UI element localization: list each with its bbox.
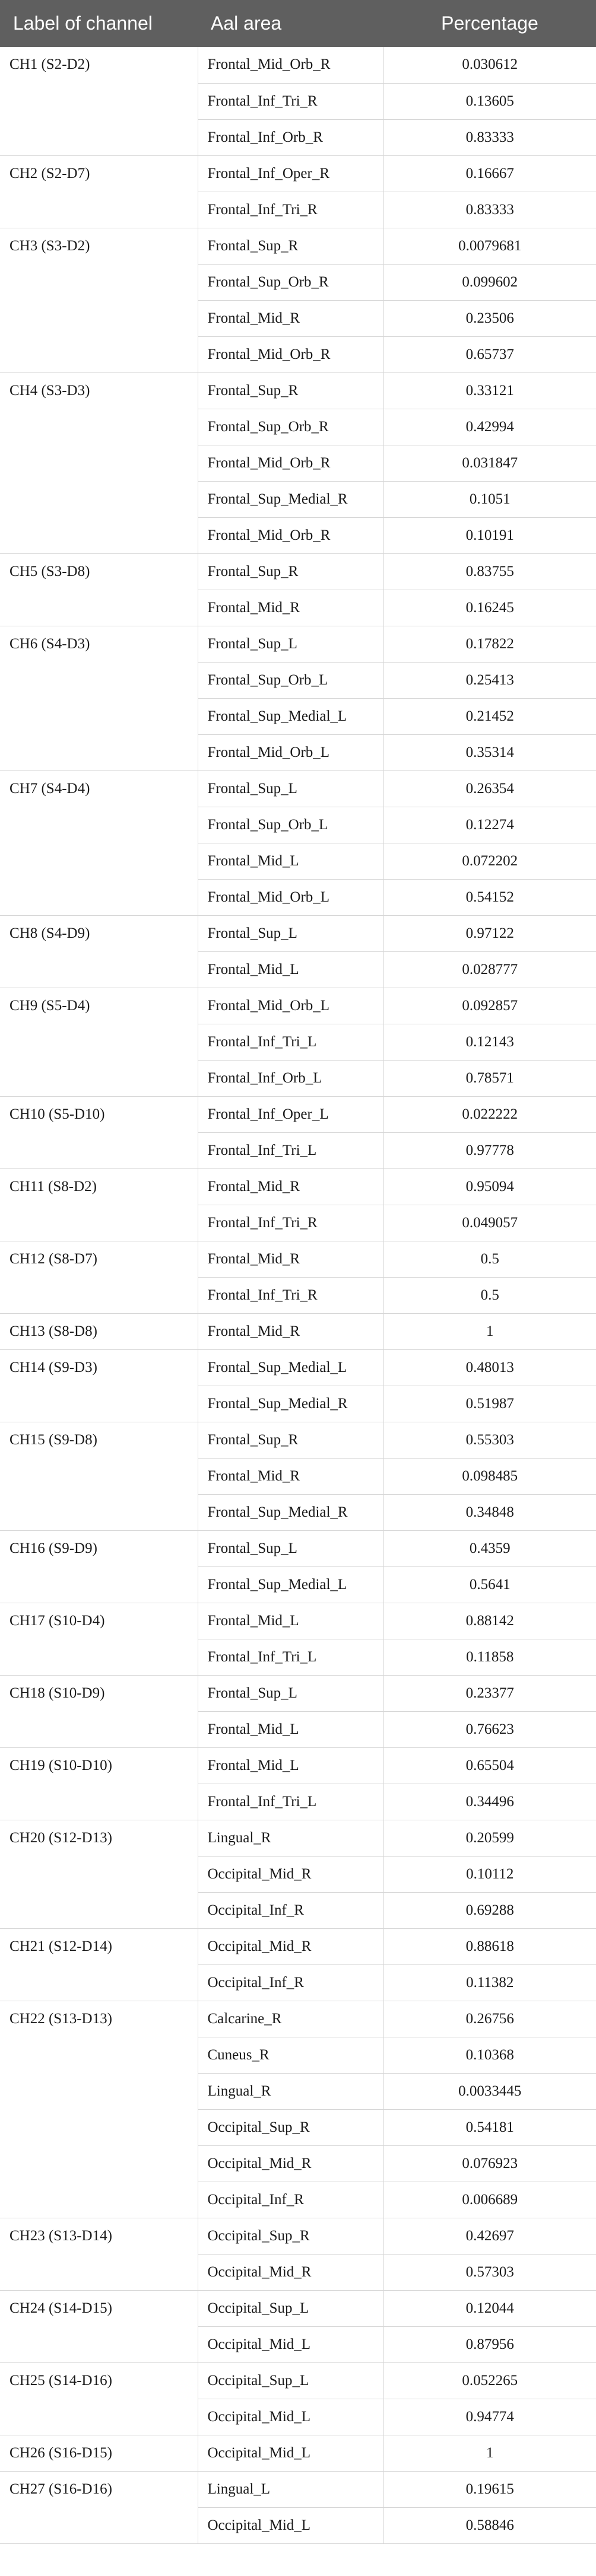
percentage-cell: 0.13605 [383, 83, 596, 119]
percentage-cell: 0.19615 [383, 2471, 596, 2507]
aal-area-cell: Occipital_Mid_R [198, 2254, 383, 2290]
aal-area-cell: Frontal_Inf_Tri_R [198, 1277, 383, 1313]
aal-area-cell: Occipital_Inf_R [198, 1964, 383, 2001]
table-row [0, 1422, 596, 1458]
table-row [0, 626, 596, 662]
channel-label: CH11 (S8-D2) [0, 1168, 198, 1241]
percentage-cell: 0.16667 [383, 155, 596, 192]
channel-label: CH26 (S16-D15) [0, 2435, 198, 2471]
aal-area-cell: Frontal_Inf_Tri_L [198, 1024, 383, 1060]
table-row [0, 553, 596, 590]
percentage-cell: 0.1051 [383, 481, 596, 517]
table-header [0, 0, 596, 47]
aal-area-cell: Frontal_Mid_R [198, 1313, 383, 1349]
percentage-cell: 0.55303 [383, 1422, 596, 1458]
percentage-cell: 0.83333 [383, 192, 596, 228]
channel-label: CH9 (S5-D4) [0, 988, 198, 1096]
percentage-cell: 0.5 [383, 1277, 596, 1313]
percentage-cell: 0.17822 [383, 626, 596, 662]
percentage-cell: 0.48013 [383, 1349, 596, 1386]
channel-label: CH23 (S13-D14) [0, 2218, 198, 2290]
percentage-cell: 0.65737 [383, 336, 596, 372]
percentage-cell: 0.76623 [383, 1711, 596, 1747]
table-row [0, 2001, 596, 2037]
aal-area-cell: Frontal_Inf_Tri_L [198, 1784, 383, 1820]
aal-area-cell: Frontal_Sup_Medial_R [198, 481, 383, 517]
aal-area-cell: Frontal_Inf_Orb_R [198, 119, 383, 155]
channel-label: CH25 (S14-D16) [0, 2362, 198, 2435]
aal-area-cell: Frontal_Sup_Orb_L [198, 662, 383, 698]
aal-area-cell: Frontal_Sup_Medial_L [198, 1566, 383, 1603]
aal-area-cell: Frontal_Sup_Medial_R [198, 1494, 383, 1530]
percentage-cell: 0.23377 [383, 1675, 596, 1711]
aal-area-cell: Frontal_Sup_Medial_L [198, 698, 383, 734]
aal-area-cell: Cuneus_R [198, 2037, 383, 2073]
table-row [0, 228, 596, 264]
header-area: Aal area [211, 12, 282, 34]
table-row [0, 47, 596, 83]
table-row [0, 1675, 596, 1711]
percentage-cell: 0.94774 [383, 2399, 596, 2435]
aal-area-cell: Frontal_Mid_Orb_R [198, 47, 383, 83]
table-row [0, 1096, 596, 1132]
aal-area-cell: Frontal_Mid_Orb_L [198, 879, 383, 915]
percentage-cell: 0.26756 [383, 2001, 596, 2037]
channel-label: CH8 (S4-D9) [0, 915, 198, 988]
percentage-cell: 0.030612 [383, 47, 596, 83]
table-row [0, 1241, 596, 1277]
aal-area-cell: Frontal_Sup_Orb_L [198, 807, 383, 843]
percentage-cell: 0.25413 [383, 662, 596, 698]
percentage-cell: 0.022222 [383, 1096, 596, 1132]
channel-label: CH3 (S3-D2) [0, 228, 198, 372]
aal-area-cell: Frontal_Sup_L [198, 1530, 383, 1566]
aal-area-cell: Frontal_Inf_Oper_R [198, 155, 383, 192]
aal-area-cell: Frontal_Mid_L [198, 843, 383, 879]
aal-area-cell: Frontal_Mid_R [198, 590, 383, 626]
table-row [0, 1820, 596, 1856]
percentage-cell: 0.88618 [383, 1928, 596, 1964]
table-body [0, 47, 596, 2543]
aal-area-cell: Frontal_Mid_Orb_R [198, 517, 383, 553]
table-row [0, 1168, 596, 1205]
channel-label: CH16 (S9-D9) [0, 1530, 198, 1603]
percentage-cell: 0.028777 [383, 951, 596, 988]
aal-area-cell: Frontal_Mid_L [198, 1603, 383, 1639]
percentage-cell: 0.34496 [383, 1784, 596, 1820]
table-row [0, 988, 596, 1024]
table-row [0, 770, 596, 807]
aal-area-cell: Frontal_Sup_Orb_R [198, 409, 383, 445]
percentage-cell: 0.5 [383, 1241, 596, 1277]
percentage-cell: 0.97122 [383, 915, 596, 951]
channel-label: CH12 (S8-D7) [0, 1241, 198, 1313]
channel-label: CH2 (S2-D7) [0, 155, 198, 228]
aal-area-cell: Occipital_Sup_L [198, 2290, 383, 2326]
table-row [0, 1928, 596, 1964]
percentage-cell: 1 [383, 1313, 596, 1349]
percentage-cell: 0.076923 [383, 2145, 596, 2182]
aal-area-cell: Frontal_Mid_L [198, 1747, 383, 1784]
percentage-cell: 0.10112 [383, 1856, 596, 1892]
percentage-cell: 0.12143 [383, 1024, 596, 1060]
aal-area-cell: Frontal_Mid_Orb_L [198, 734, 383, 770]
percentage-cell: 0.42994 [383, 409, 596, 445]
header-row [0, 0, 596, 47]
channel-label: CH19 (S10-D10) [0, 1747, 198, 1820]
aal-area-cell: Occipital_Inf_R [198, 2182, 383, 2218]
percentage-cell: 0.97778 [383, 1132, 596, 1168]
aal-area-cell: Frontal_Sup_L [198, 915, 383, 951]
percentage-cell: 0.54152 [383, 879, 596, 915]
table-row [0, 2435, 596, 2471]
aal-area-cell: Frontal_Inf_Tri_L [198, 1639, 383, 1675]
table-row [0, 1530, 596, 1566]
aal-area-cell: Frontal_Sup_L [198, 770, 383, 807]
table-row [0, 2362, 596, 2399]
percentage-cell: 0.0033445 [383, 2073, 596, 2109]
aal-area-cell: Frontal_Mid_R [198, 1168, 383, 1205]
percentage-cell: 0.12274 [383, 807, 596, 843]
percentage-cell: 0.87956 [383, 2326, 596, 2362]
aal-area-cell: Lingual_R [198, 2073, 383, 2109]
percentage-cell: 0.83755 [383, 553, 596, 590]
table-row [0, 2218, 596, 2254]
percentage-cell: 0.12044 [383, 2290, 596, 2326]
table-row [0, 2290, 596, 2326]
percentage-cell: 0.10368 [383, 2037, 596, 2073]
channel-label: CH21 (S12-D14) [0, 1928, 198, 2001]
percentage-cell: 0.4359 [383, 1530, 596, 1566]
channel-label: CH17 (S10-D4) [0, 1603, 198, 1675]
channel-label: CH4 (S3-D3) [0, 372, 198, 553]
percentage-cell: 0.092857 [383, 988, 596, 1024]
percentage-cell: 0.88142 [383, 1603, 596, 1639]
aal-area-cell: Occipital_Mid_L [198, 2435, 383, 2471]
percentage-cell: 0.11382 [383, 1964, 596, 2001]
table-row [0, 1603, 596, 1639]
aal-area-cell: Frontal_Sup_Medial_L [198, 1349, 383, 1386]
aal-area-cell: Frontal_Mid_L [198, 1711, 383, 1747]
percentage-cell: 0.58846 [383, 2507, 596, 2543]
channel-label: CH20 (S12-D13) [0, 1820, 198, 1928]
percentage-cell: 0.51987 [383, 1386, 596, 1422]
channel-label: CH14 (S9-D3) [0, 1349, 198, 1422]
percentage-cell: 0.21452 [383, 698, 596, 734]
aal-area-cell: Frontal_Inf_Tri_R [198, 1205, 383, 1241]
aal-area-cell: Frontal_Sup_Medial_R [198, 1386, 383, 1422]
percentage-cell: 0.54181 [383, 2109, 596, 2145]
percentage-cell: 0.5641 [383, 1566, 596, 1603]
aal-area-cell: Frontal_Mid_R [198, 1458, 383, 1494]
aal-area-cell: Frontal_Inf_Tri_R [198, 192, 383, 228]
aal-area-cell: Frontal_Sup_L [198, 1675, 383, 1711]
channel-label: CH15 (S9-D8) [0, 1422, 198, 1530]
aal-area-cell: Occipital_Mid_R [198, 1856, 383, 1892]
aal-area-cell: Frontal_Mid_Orb_R [198, 336, 383, 372]
header-channel: Label of channel [13, 12, 153, 34]
channel-label: CH10 (S5-D10) [0, 1096, 198, 1168]
percentage-cell: 0.031847 [383, 445, 596, 481]
table-row [0, 372, 596, 409]
percentage-cell: 0.65504 [383, 1747, 596, 1784]
percentage-cell: 0.052265 [383, 2362, 596, 2399]
aal-area-cell: Frontal_Sup_R [198, 553, 383, 590]
aal-area-cell: Frontal_Sup_Orb_R [198, 264, 383, 300]
percentage-cell: 0.006689 [383, 2182, 596, 2218]
aal-area-cell: Occipital_Mid_R [198, 2145, 383, 2182]
percentage-cell: 0.20599 [383, 1820, 596, 1856]
aal-area-cell: Frontal_Mid_Orb_R [198, 445, 383, 481]
percentage-cell: 0.099602 [383, 264, 596, 300]
aal-area-cell: Occipital_Inf_R [198, 1892, 383, 1928]
percentage-cell: 0.11858 [383, 1639, 596, 1675]
aal-area-cell: Frontal_Sup_R [198, 1422, 383, 1458]
percentage-cell: 0.26354 [383, 770, 596, 807]
table-row [0, 915, 596, 951]
percentage-cell: 1 [383, 2435, 596, 2471]
aal-area-cell: Frontal_Mid_R [198, 1241, 383, 1277]
channel-label: CH6 (S4-D3) [0, 626, 198, 770]
table-row [0, 2471, 596, 2507]
aal-area-cell: Occipital_Sup_R [198, 2109, 383, 2145]
percentage-cell: 0.16245 [383, 590, 596, 626]
aal-area-cell: Occipital_Mid_L [198, 2399, 383, 2435]
percentage-cell: 0.35314 [383, 734, 596, 770]
aal-area-cell: Occipital_Mid_L [198, 2507, 383, 2543]
percentage-cell: 0.072202 [383, 843, 596, 879]
channel-label: CH5 (S3-D8) [0, 553, 198, 626]
aal-area-cell: Frontal_Mid_R [198, 300, 383, 336]
aal-area-cell: Frontal_Sup_R [198, 228, 383, 264]
channel-label: CH24 (S14-D15) [0, 2290, 198, 2362]
channel-label: CH27 (S16-D16) [0, 2471, 198, 2543]
aal-area-cell: Occipital_Sup_L [198, 2362, 383, 2399]
aal-area-cell: Frontal_Sup_R [198, 372, 383, 409]
percentage-cell: 0.69288 [383, 1892, 596, 1928]
aal-area-cell: Occipital_Mid_L [198, 2326, 383, 2362]
aal-area-cell: Calcarine_R [198, 2001, 383, 2037]
percentage-cell: 0.57303 [383, 2254, 596, 2290]
percentage-cell: 0.33121 [383, 372, 596, 409]
aal-area-cell: Occipital_Sup_R [198, 2218, 383, 2254]
header-percentage: Percentage [441, 12, 538, 34]
aal-area-cell: Frontal_Sup_L [198, 626, 383, 662]
percentage-cell: 0.10191 [383, 517, 596, 553]
aal-area-cell: Lingual_R [198, 1820, 383, 1856]
percentage-cell: 0.83333 [383, 119, 596, 155]
channel-label: CH22 (S13-D13) [0, 2001, 198, 2218]
percentage-cell: 0.049057 [383, 1205, 596, 1241]
percentage-cell: 0.95094 [383, 1168, 596, 1205]
table-row [0, 1349, 596, 1386]
table-row [0, 1313, 596, 1349]
channel-label: CH18 (S10-D9) [0, 1675, 198, 1747]
percentage-cell: 0.23506 [383, 300, 596, 336]
percentage-cell: 0.42697 [383, 2218, 596, 2254]
aal-area-cell: Frontal_Mid_Orb_L [198, 988, 383, 1024]
aal-area-cell: Frontal_Mid_L [198, 951, 383, 988]
aal-area-cell: Frontal_Inf_Tri_L [198, 1132, 383, 1168]
table-row [0, 155, 596, 192]
channel-label: CH13 (S8-D8) [0, 1313, 198, 1349]
aal-area-cell: Frontal_Inf_Oper_L [198, 1096, 383, 1132]
aal-area-cell: Occipital_Mid_R [198, 1928, 383, 1964]
percentage-cell: 0.34848 [383, 1494, 596, 1530]
percentage-cell: 0.0079681 [383, 228, 596, 264]
channel-label: CH7 (S4-D4) [0, 770, 198, 915]
channel-label: CH1 (S2-D2) [0, 47, 198, 155]
table-row [0, 1747, 596, 1784]
aal-area-cell: Frontal_Inf_Tri_R [198, 83, 383, 119]
percentage-cell: 0.78571 [383, 1060, 596, 1096]
aal-area-cell: Frontal_Inf_Orb_L [198, 1060, 383, 1096]
aal-area-cell: Lingual_L [198, 2471, 383, 2507]
percentage-cell: 0.098485 [383, 1458, 596, 1494]
